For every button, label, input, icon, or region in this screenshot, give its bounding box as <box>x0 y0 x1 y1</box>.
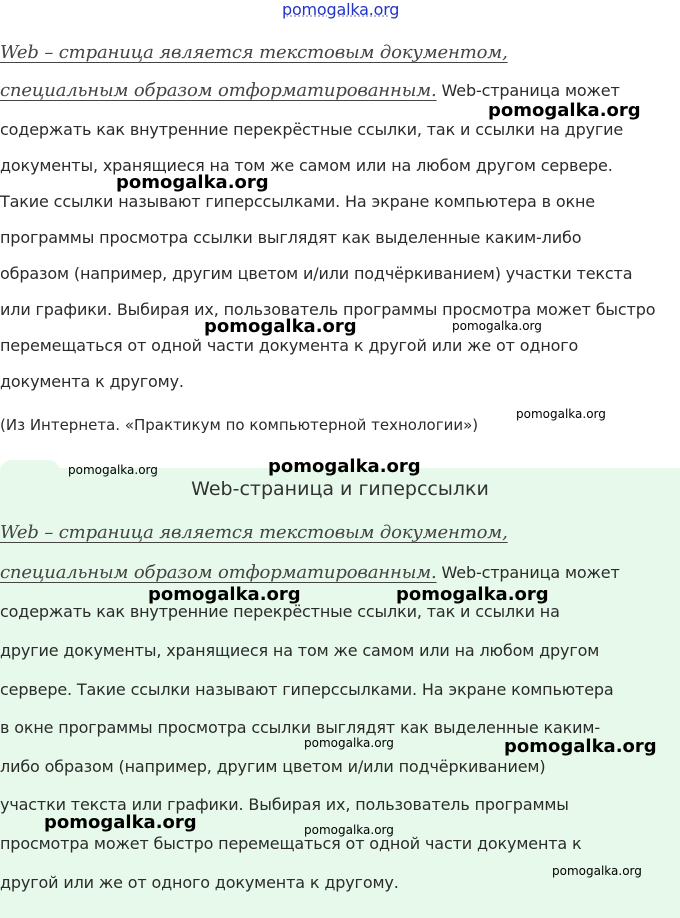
text-line: другой или же от одного документа к другому. <box>0 873 399 892</box>
text-line: программы просмотра ссылки выглядят как выделенные каким-либо <box>0 228 582 247</box>
watermark: pomogalka.org <box>504 736 657 757</box>
term-line-2 <box>0 562 620 583</box>
text-line: либо образом (например, другим цветом и/или подчёркиванием) <box>0 757 546 776</box>
edited-text-block <box>0 468 680 918</box>
watermark: pomogalka.org <box>304 736 394 750</box>
text-line: Такие ссылки называют гиперссылками. На экране компьютера в окне <box>0 192 596 211</box>
watermark: pomogalka.org <box>488 100 641 121</box>
term-definition-part-2: специальным образом отформатированным. <box>0 80 437 101</box>
text-line: документа к другому. <box>0 372 184 391</box>
term-definition-part-1: Web – страница является текстовым документом, <box>0 522 508 543</box>
text-line: просмотра может быстро перемещаться от одной части документа к <box>0 834 582 853</box>
text-line: сервере. Такие ссылки называют гиперссылками. На экране компьютера <box>0 680 614 699</box>
watermark: pomogalka.org <box>148 584 301 605</box>
text-line: участки текста или графики. Выбирая их, пользователь программы <box>0 795 569 814</box>
watermark: pomogalka.org <box>304 823 394 837</box>
watermark: pomogalka.org <box>396 584 549 605</box>
watermark: pomogalka.org <box>268 456 421 477</box>
watermark: pomogalka.org <box>44 812 197 833</box>
term-definition-part-2: специальным образом отформатированным. <box>0 562 437 583</box>
text-line: документы, хранящиеся на том же самом или на любом другом сервере. <box>0 156 613 175</box>
text-line: другие документы, хранящиеся на том же самом или на любом другом <box>0 641 600 660</box>
header-site-link[interactable]: pomogalka.org <box>282 0 400 19</box>
text-line: образом (например, другим цветом и/или подчёркиванием) участки текста <box>0 264 633 283</box>
text-line: содержать как внутренние перекрёстные ссылки, так и ссылки на <box>0 602 560 621</box>
watermark: pomogalka.org <box>552 864 642 878</box>
term-line-2 <box>0 80 620 101</box>
term-line-1 <box>0 522 508 543</box>
watermark: pomogalka.org <box>68 463 158 477</box>
section-title: Web-страница и гиперссылки <box>191 478 489 500</box>
term-definition-part-1: Web – страница является текстовым документом, <box>0 42 508 63</box>
watermark: pomogalka.org <box>116 172 269 193</box>
text-line: или графики. Выбирая их, пользователь программы просмотра может быстро <box>0 300 656 319</box>
text-line: Web-страница может <box>436 81 620 100</box>
text-line: Web-страница может <box>436 563 620 582</box>
text-line: в окне программы просмотра ссылки выглядят как выделенные каким- <box>0 718 600 737</box>
watermark: pomogalka.org <box>204 316 357 337</box>
term-line-1 <box>0 42 508 63</box>
text-line: содержать как внутренние перекрёстные ссылки, так и ссылки на другие <box>0 120 624 139</box>
source-citation: (Из Интернета. «Практикум по компьютерной технологии») <box>0 416 479 434</box>
watermark: pomogalka.org <box>516 407 606 421</box>
watermark: pomogalka.org <box>452 319 542 333</box>
text-line: перемещаться от одной части документа к другой или же от одного <box>0 336 579 355</box>
